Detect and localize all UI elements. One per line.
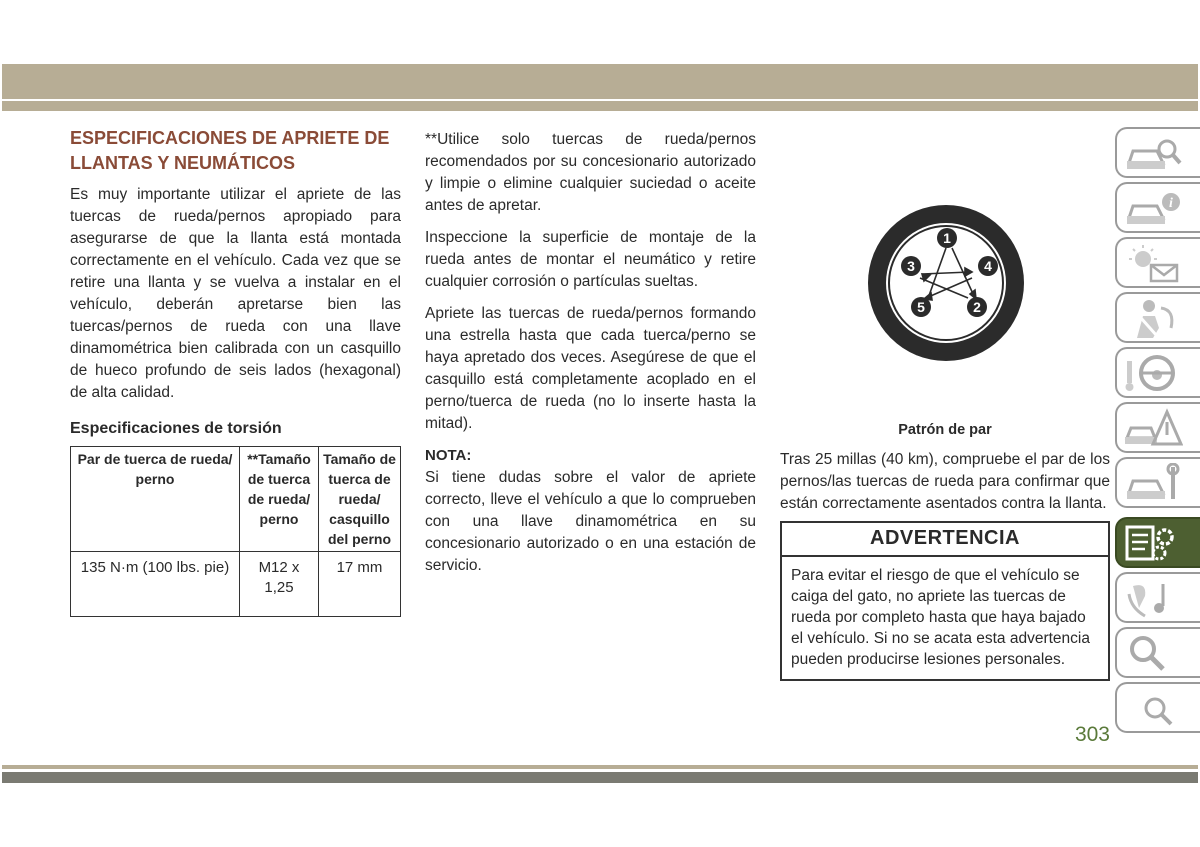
tab-car-search[interactable]	[1115, 127, 1200, 178]
torque-pattern-figure	[780, 190, 1110, 405]
bolt-number: 2	[973, 299, 981, 315]
bolt-number: 3	[907, 258, 915, 274]
index-az-icon	[1123, 688, 1183, 730]
paragraph: Inspeccione la superficie de montaje de la rueda antes de montar el neumático y retire cualquier corrosión o partículas sueltas.	[425, 229, 756, 290]
tab-car-info[interactable]	[1115, 182, 1200, 233]
paragraph: Apriete las tuercas de rueda/pernos formando una estrella hasta que cada tuerca/perno se haya apretado dos veces. Asegúrese de que el casquillo está completamente acoplado en el perno/tuerca de rueda (no lo inserte hasta la mitad).	[425, 305, 756, 432]
table-cell: 17 mm	[319, 552, 401, 617]
tab-emergency[interactable]	[1115, 402, 1200, 453]
bolt-marker-4	[978, 256, 998, 276]
tab-warning-lights[interactable]	[1115, 237, 1200, 288]
page-number: 303	[1074, 723, 1110, 746]
table-header-cell: **Tamaño de tuerca de rueda/ perno	[240, 447, 319, 552]
footer-rule	[2, 765, 1198, 769]
car-service-wrench-icon	[1123, 463, 1183, 505]
bolt-marker-5	[911, 297, 931, 317]
bolt-marker-3	[901, 256, 921, 276]
tab-safety[interactable]	[1115, 292, 1200, 343]
specifications-gear-icon	[1123, 523, 1183, 565]
section-heading: ESPECIFICACIONES DE APRIETE DE LLANTAS Y NEUMÁTICOS	[70, 128, 390, 173]
warning-title: ADVERTENCIA	[782, 523, 1108, 557]
car-emergency-icon	[1123, 408, 1183, 450]
warning-text: Para evitar el riesgo de que el vehículo se caiga del gato, no apriete las tuercas de rueda por completo hasta que haya bajado el vehículo. Si no se acata esta advertencia pueden producirse lesiones personales.	[791, 567, 1090, 668]
svg-text:i: i	[1169, 196, 1173, 211]
note-text: Si tiene dudas sobre el valor de apriete correcto, lleve el vehículo a que lo comprueben con una llave dinamométrica en su concesionario autorizado o en una estación de servicio.	[425, 469, 756, 574]
right-column	[780, 190, 1110, 681]
car-search-icon	[1123, 133, 1183, 175]
header-band	[2, 64, 1198, 99]
bolt-number: 5	[917, 299, 925, 315]
middle-column	[425, 129, 756, 587]
tab-specifications[interactable]	[1115, 517, 1200, 568]
steering-wheel-start-icon	[1123, 353, 1183, 395]
warning-lights-message-icon	[1123, 243, 1183, 285]
tab-starting-operating[interactable]	[1115, 347, 1200, 398]
figure-caption: Patrón de par	[898, 422, 992, 438]
header-rule	[2, 101, 1198, 111]
wheel-star-pattern-diagram	[860, 198, 1032, 368]
bolt-number: 4	[984, 258, 992, 274]
torque-spec-table	[70, 446, 401, 617]
tab-service[interactable]	[1115, 457, 1200, 508]
intro-paragraph: Es muy importante utilizar el apriete de las tuercas de rueda/pernos apropiado para asegurarse de que la llanta está montada correctamente en el vehículo. Cada vez que se retire una llanta y se vuelva a instalar en el vehículo, deberán apretarse bien las tuercas/pernos de rueda con una llave dinamométrica bien calibrada con un casquillo de hueco profundo de seis lados (hexagonal) de alta calidad.	[70, 186, 401, 401]
tab-multimedia[interactable]	[1115, 572, 1200, 623]
warning-box	[780, 521, 1110, 681]
table-header-cell: Par de tuerca de rueda/ perno	[71, 447, 240, 552]
table-header-row	[71, 447, 401, 552]
bolt-marker-2	[967, 297, 987, 317]
table-cell: M12 x 1,25	[240, 552, 319, 617]
table-row	[71, 552, 401, 617]
safety-airbag-icon	[1123, 298, 1183, 340]
bolt-marker-1	[937, 228, 957, 248]
paragraph: Tras 25 millas (40 km), compruebe el par de los pernos/las tuercas de rueda para confirmar que están correctamente asentados contra la llanta.	[780, 451, 1110, 512]
tab-index[interactable]	[1115, 682, 1200, 733]
paragraph: **Utilice solo tuercas de rueda/pernos recomendados por su concesionario autorizado y limpie o elimine cualquier suciedad o aceite antes de apretar.	[425, 131, 756, 214]
footer-band	[2, 772, 1198, 783]
tab-search[interactable]	[1115, 627, 1200, 678]
table-cell: 135 N·m (100 lbs. pie)	[71, 552, 240, 617]
car-info-icon	[1123, 188, 1183, 230]
search-magnifier-icon	[1123, 633, 1183, 675]
torque-spec-subheading: Especificaciones de torsión	[70, 420, 282, 437]
table-header-cell: Tamaño de tuerca de rueda/ casquillo del perno	[319, 447, 401, 552]
left-column	[70, 126, 401, 617]
multimedia-icon	[1123, 578, 1183, 620]
note-title: NOTA:	[425, 447, 472, 464]
bolt-number: 1	[943, 230, 951, 246]
